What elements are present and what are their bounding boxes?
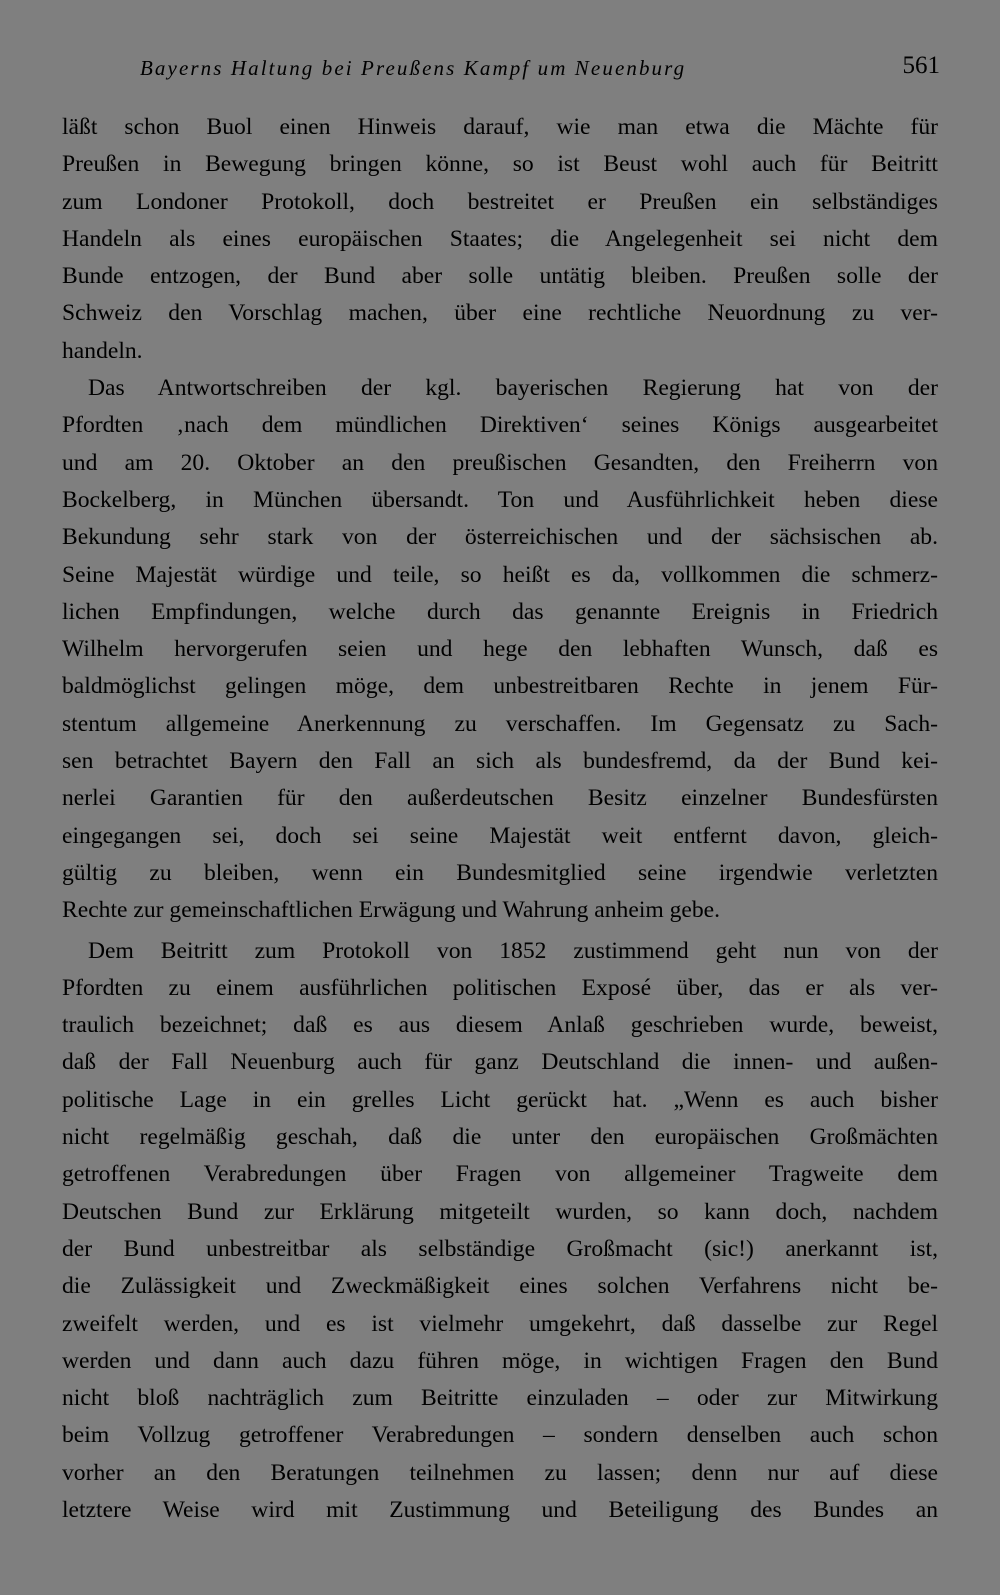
text-line: nerlei Garantien für den außerdeutschen Besitz einzelner Bundesfürsten [62, 785, 938, 812]
text-line: Preußen in Bewegung bringen könne, so ist Beust wohl auch für Beitritt [62, 151, 938, 178]
text-line: und am 20. Oktober an den preußischen Gesandten, den Freiherrn von [62, 449, 938, 476]
text-line: Schweiz den Vorschlag machen, über eine rechtliche Neuordnung zu ver- [62, 300, 938, 327]
text-line: traulich bezeichnet; daß es aus diesem Anlaß geschrieben wurde, beweist, [62, 1012, 938, 1039]
text-line: werden und dann auch dazu führen möge, in wichtigen Fragen den Bund [62, 1347, 938, 1374]
text-line: Rechte zur gemeinschaftlichen Erwägung und Wahrung anheim gebe. [62, 897, 721, 924]
page-number: 561 [902, 52, 940, 79]
text-line: sen betrachtet Bayern den Fall an sich als bundesfremd, da der Bund kei- [62, 748, 938, 775]
text-line: Deutschen Bund zur Erklärung mitgeteilt wurden, so kann doch, nachdem [62, 1198, 938, 1225]
text-line: Das Antwortschreiben der kgl. bayerischen Regierung hat von der [88, 375, 938, 402]
text-line: gültig zu bleiben, wenn ein Bundesmitglied seine irgendwie verletzten [62, 859, 938, 886]
text-line: Bockelberg, in München übersandt. Ton und Ausführlichkeit heben diese [62, 486, 938, 513]
text-line: daß der Fall Neuenburg auch für ganz Deutschland die innen- und außen- [62, 1049, 938, 1076]
text-line: eingegangen sei, doch sei seine Majestät weit entfernt davon, gleich- [62, 822, 938, 849]
text-line: Bunde entzogen, der Bund aber solle untätig bleiben. Preußen solle der [62, 263, 938, 290]
text-line: Dem Beitritt zum Protokoll von 1852 zustimmend geht nun von der [88, 937, 938, 964]
text-line: Seine Majestät würdige und teile, so heißt es da, vollkommen die schmerz- [62, 561, 938, 588]
text-line: die Zulässigkeit und Zweckmäßigkeit eines solchen Verfahrens nicht be- [62, 1273, 938, 1300]
running-head [60, 52, 940, 92]
text-line: beim Vollzug getroffener Verabredungen – sondern denselben auch schon [62, 1422, 938, 1449]
text-line: lichen Empfindungen, welche durch das genannte Ereignis in Friedrich [62, 598, 938, 625]
text-line: nicht bloß nachträglich zum Beitritte einzuladen – oder zur Mitwirkung [62, 1385, 938, 1412]
text-line: Wilhelm hervorgerufen seien und hege den lebhaften Wunsch, daß es [62, 636, 938, 663]
text-line: zweifelt werden, und es ist vielmehr umgekehrt, daß dasselbe zur Regel [62, 1310, 938, 1337]
text-line: baldmöglichst gelingen möge, dem unbestreitbaren Rechte in jenem Für- [62, 673, 938, 700]
text-line: politische Lage in ein grelles Licht gerückt hat. „Wenn es auch bisher [62, 1086, 938, 1113]
text-line: der Bund unbestreitbar als selbständige Großmacht (sic!) anerkannt ist, [62, 1235, 938, 1262]
text-line: Handeln als eines europäischen Staates; die Angelegenheit sei nicht dem [62, 225, 938, 252]
body-text [62, 109, 938, 1529]
text-line: nicht regelmäßig geschah, daß die unter den europäischen Großmächten [62, 1124, 938, 1151]
text-line: letztere Weise wird mit Zustimmung und Beteiligung des Bundes an [62, 1496, 938, 1523]
text-line: handeln. [62, 337, 143, 364]
text-line: zum Londoner Protokoll, doch bestreitet er Preußen ein selbständiges [62, 188, 938, 215]
text-line: Bekundung sehr stark von der österreichischen und der sächsischen ab. [62, 524, 938, 551]
text-line: Pfordten ‚nach dem mündlichen Direktiven‘ seines Königs ausgearbeitet [62, 412, 938, 439]
text-line: stentum allgemeine Anerkennung zu verschaffen. Im Gegensatz zu Sach- [62, 710, 938, 737]
text-line: vorher an den Beratungen teilnehmen zu lassen; denn nur auf diese [62, 1459, 938, 1486]
text-line: getroffenen Verabredungen über Fragen von allgemeiner Tragweite dem [62, 1161, 938, 1188]
running-title: Bayerns Haltung bei Preußens Kampf um Neuenburg [140, 56, 687, 80]
text-line: läßt schon Buol einen Hinweis darauf, wie man etwa die Mächte für [62, 114, 938, 140]
text-line: Pfordten zu einem ausführlichen politischen Exposé über, das er als ver- [62, 974, 938, 1001]
